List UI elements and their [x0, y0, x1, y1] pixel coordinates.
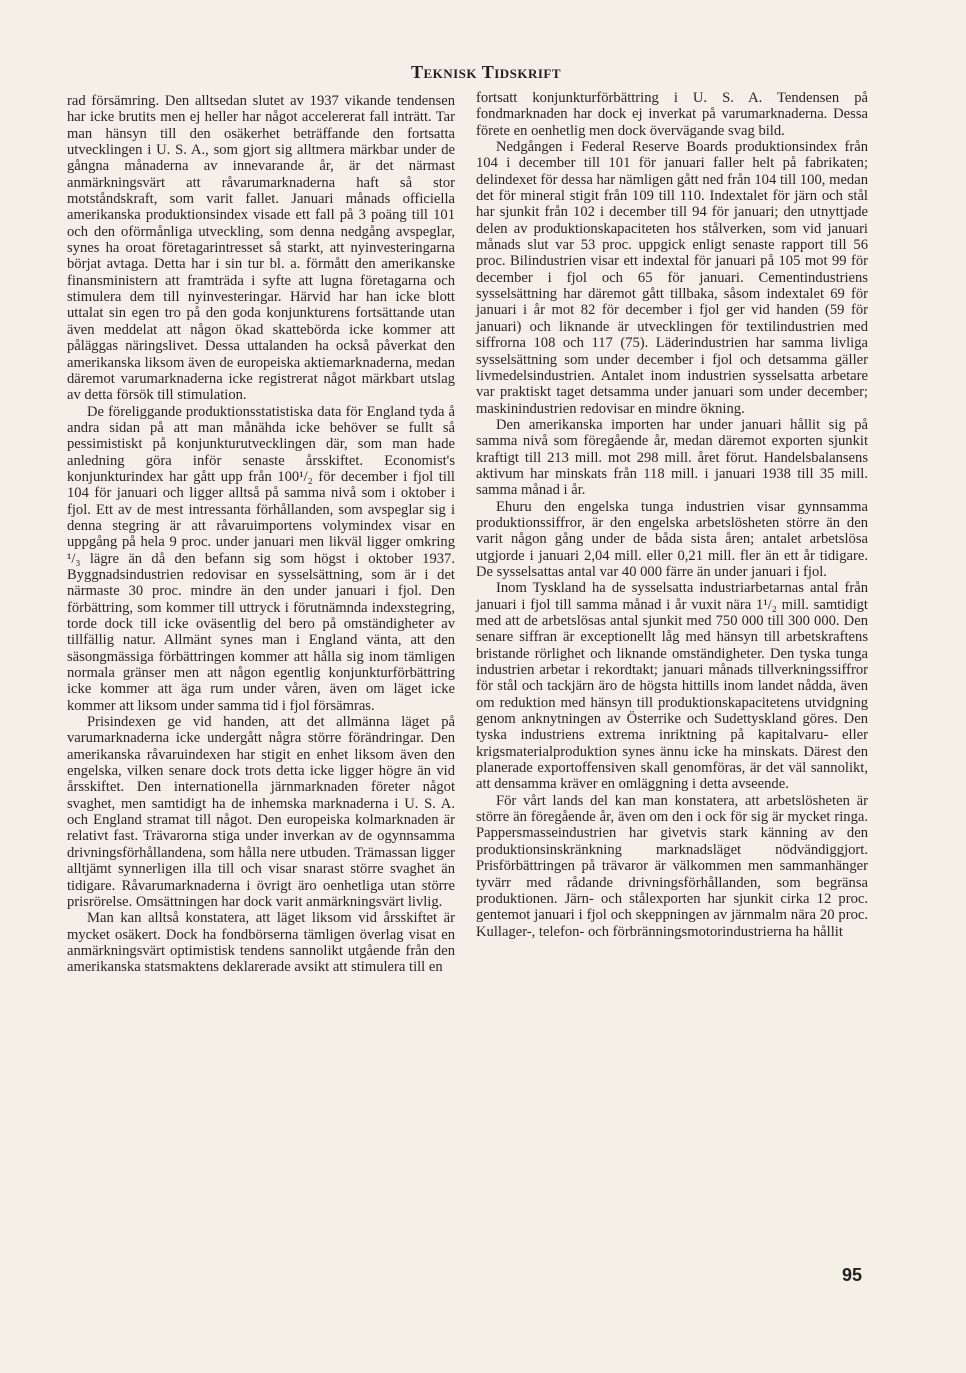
- running-header: Teknisk Tidskrift: [410, 62, 562, 82]
- paragraph: Inom Tyskland ha de sysselsatta industriarbetarnas antal från januari i fjol till samma månad i år vuxit nära 1¹/₂ mill. samtidigt med att de arbetslösas antal sjunkit med 750 000 till 300 000. Den senare siffran är exceptionellt låg med hänsyn till arbetskraftens bristande rörlighet och liknande omständigheter. Den tyska tunga industrien arbetar i rekordtakt; januari månads tillverkningssiffror för stål och tackjärn äro de högsta hittills inom landet nådda, även om reduktion med hänsyn till produktionskapacitetens utvidgning genom anknytningen av Österrike och Sudettyskland göres. Den tyska industriens extrema inriktning på kapitalvaru- eller krigsmaterialproduktion synes ännu icke ha minskats. Därest den planerade exportoffensiven skall genomföras, är det väl sannolikt, att densamma kräver en omläggning i detta avseende.: [476, 580, 868, 793]
- paragraph: fortsatt konjunkturförbättring i U. S. A. Tendensen på fondmarknaden har dock ej inverkat på varumarknaderna. Dessa förete en oenhetlig men dock övervägande svag bild.: [476, 90, 868, 139]
- paragraph: Ehuru den engelska tunga industrien visar gynnsamma produktionssiffror, är den engelska arbetslösheten större än den varit någon gång under de båda sista åren; antalet arbetslösa utgjorde i januari 2,04 mill. eller 0,21 mill. fler än ett år tidigare. De sysselsattas antal var 40 000 färre än under januari i fjol.: [476, 498, 868, 580]
- paragraph: Man kan alltså konstatera, att läget liksom vid årsskiftet är mycket osäkert. Dock ha fondbörserna tämligen överlag visat en anmärkningsvärt optimistisk tendens sannolikt utgående från den amerikanska statsmaktens deklarerade avsikt att stimulera till en: [67, 910, 455, 976]
- right-text-column: [476, 90, 868, 940]
- paragraph: Den amerikanska importen har under januari hållit sig på samma nivå som föregående år, medan däremot exporten sjunkit kraftigt till 213 mill. mot 298 mill. året förut. Handelsbalansens aktivum har minskats från 118 mill. i januari 1938 till 35 mill. samma månad i år.: [476, 416, 868, 499]
- paragraph: rad försämring. Den alltsedan slutet av 1937 vikande tendensen har icke brutits men ej heller har något accelererat fall inträtt. Tar man hänsyn till den osäkerhet beträffande den fortsatta utvecklingen i U. S. A., som gjort sig alltmera märkbar under de gångna månaderna av innevarande år, är det närmast anmärkningsvärt att råvarumarknaderna haft så stor motståndskraft, som varit fallet. Januari månads officiella amerikanska produktionsindex visade ett fall på 3 poäng till 101 och den oförmånliga utveckling, som denna nedgång avspeglar, synes ha oroat företagarintresset så starkt, att nyinvesteringarna börjat avtaga. Detta har i sin tur bl. a. förmått den amerikanske finansministern att framträda i syfte att lugna företagarna och stimulera dem till nyinvesteringar. Härvid har han icke blott uttalat sin egen tro på den goda konjunkturens fortsättande utan även meddelat att någon ökad skattebörda icke kommer att påläggas näringslivet. Dessa uttalanden ha också påverkat den amerikanska liksom även de europeiska aktiemarknaderna, medan däremot varumarknaderna icke registrerat något märkbart utslag av detta försök till stimulation.: [67, 93, 455, 404]
- paragraph: Nedgången i Federal Reserve Boards produktionsindex från 104 i december till 101 för januari faller helt på fabrikaten; delindexet för dessa har nämligen gått ned från 104 till 100, medan det för mineral stigit från 109 till 110. Indextalet för järn och stål har sjunkit från 102 i december till 94 för januari; den utnyttjade delen av produktionskapaciteten hos stålverken, som vid januari månads slut var 53 proc. uppgick enligt senaste rapport till 56 proc. Bilindustrien visar ett indextal för januari på 105 mot 99 för december i fjol och 65 för januari. Cementindustriens sysselsättning har däremot gått tillbaka, såsom indextalet 69 för januari i år mot 82 för december i fjol ger vid handen (59 för januari) och liknande är utvecklingen för textilindustrien med siffrorna 108 och 117 (75). Läderindustrien har samma livliga sysselsättning som under december i fjol och detsamma gäller livmedelsindustrien. Antalet inom industrien sysselsatta arbetare var praktiskt taget detsamma under januari som under december; maskinindustrien redovisar en mindre ökning.: [476, 139, 868, 417]
- left-text-column: [67, 93, 455, 976]
- paragraph: För vårt lands del kan man konstatera, att arbetslösheten är större än föregående år, även om den i ock för sig är mycket ringa. Pappersmasseindustrien har givetvis stark känning av den produktionsinskränkning marknadsläget nödvändiggjort. Prisförbättringen på trävaror är välkommen men sammanhänger tyvärr med rådande drivningsförhållanden, som begränsa produktionen. Järn- och stålexporten har sjunkit cirka 12 proc. gentemot januari i fjol och skeppningen av järnmalm nära 20 proc. Kullager-, telefon- och förbränningsmotorindustrierna ha hållit: [476, 792, 868, 940]
- paragraph: De föreliggande produktionsstatistiska data för England tyda å andra sidan på att man månähda icke behöver se fullt så pessimistiskt på konjunkturutvecklingen där, som man hade anledning göra inför senaste årsskiftet. Economist's konjunkturindex har gått upp från 100¹/₂ för december i fjol till 104 för januari och ligger alltså på samma nivå som i oktober i fjol. Ett av de mest intressanta förhållanden, som avspeglar sig i denna stegring är att råvaruimportens volymindex visar en uppgång på hela 9 proc. under januari men likväl ligger omkring ¹/₃ lägre än då den befann sig som högst i oktober 1937. Byggnadsindustrien redovisar en sysselsättning, som är i det närmaste 30 proc. mindre än den under januari i fjol. Den förbättring, som kommer till uttryck i förutnämnda indexstegring, torde dock till icke oväsentlig del bero på omständigheter av tillfällig natur. Allmänt synes man i England vänta, att den säsongmässiga förbättringen kommer att hålla sig inom tämligen normala gränser men att någon egentlig konjunkturförbättring icke kommer att äga rum under våren, även om läget icke kommer att liksom under samma tid i fjol försämras.: [67, 403, 455, 714]
- paragraph: Prisindexen ge vid handen, att det allmänna läget på varumarknaderna icke undergått några större förändringar. Den amerikanska råvaruindexen har stigit en enhet liksom även den engelska, vilken senare dock trots detta icke ligger högre än vid årsskiftet. Den internationella järnmarknaden företer något svaghet, men samtidigt ha de inhemska marknaderna i U. S. A. och England stramat till något. Den europeiska kolmarknaden är relativt fast. Trävarorna stiga under inverkan av de ogynnsamma drivningsförhållandena, som hålla nere utbuden. Trämassan ligger alltjämt synnerligen illa till och visar snarast större svaghet än tidigare. Råvarumarknaderna i övrigt äro oenhetliga utan större prisrörelse. Omsättningen har dock varit anmärkningsvärt livlig.: [67, 714, 455, 910]
- page-number: 95: [842, 1265, 863, 1285]
